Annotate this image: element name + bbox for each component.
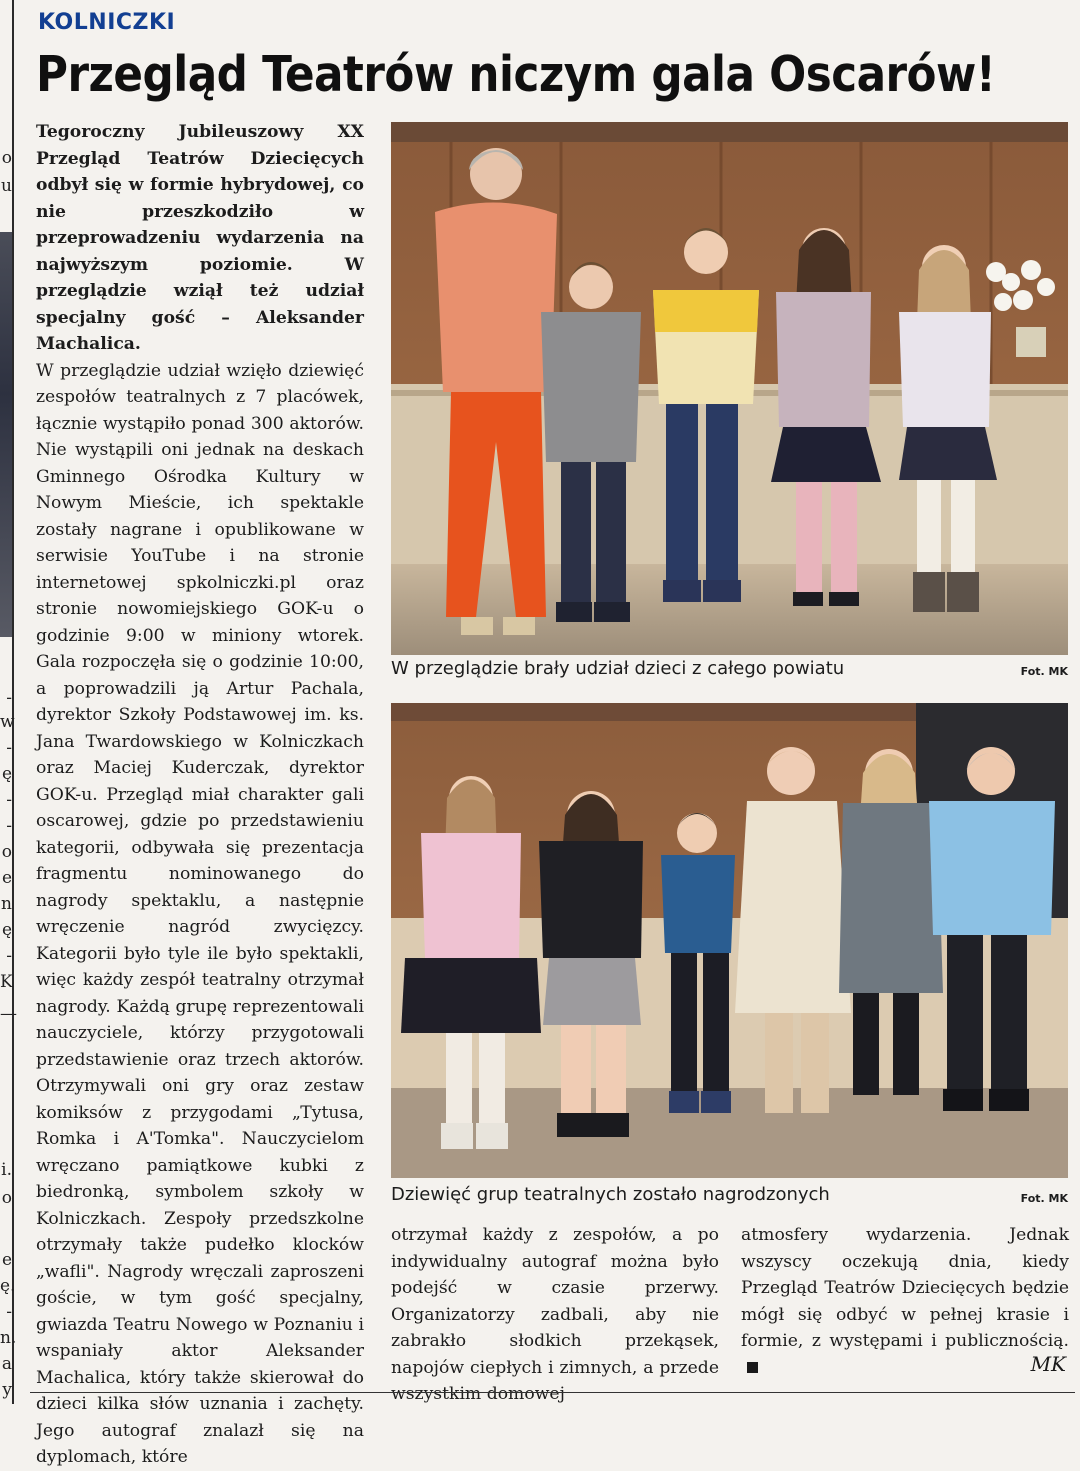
strip-fragment: w <box>0 712 15 732</box>
strip-fragment: ę. <box>0 1276 16 1296</box>
strip-fragment: e <box>1 868 12 888</box>
strip-fragment: o <box>1 148 12 168</box>
strip-fragment: n. <box>0 1328 17 1348</box>
section-label: KOLNICZKI <box>38 10 176 35</box>
photo-children-group <box>391 122 1068 655</box>
headline: Przegląd Teatrów niczym gala Oscarów! <box>36 46 996 103</box>
strip-fragment: ę <box>1 764 12 784</box>
strip-fragment: — <box>0 1004 17 1024</box>
adjacent-column-fragment <box>0 0 17 1404</box>
article-lead: Tegoroczny Jubileuszowy XX Przegląd Teatrów Dziecięcych odbył się w formie hybrydowej, co nie przeszkodziło w przeprowadzeniu wydarzenia na najwyższym poziomie. W przeglądzie wziął też udział specjalny gość – Aleksander Machalica. <box>36 122 364 354</box>
strip-fragment: - <box>6 816 12 836</box>
strip-fragment: i. <box>1 1160 12 1180</box>
strip-fragment: - <box>6 1302 12 1322</box>
article-body-part-3-wrapper <box>741 1222 1069 1381</box>
strip-fragment: o <box>1 1188 12 1208</box>
strip-fragment: K <box>0 972 13 992</box>
strip-fragment: a <box>1 1354 12 1374</box>
author-signature: MK <box>1030 1352 1066 1376</box>
article-column-right <box>741 1222 1069 1381</box>
photo-credit-1: Fot. MK <box>1020 665 1068 678</box>
strip-fragment: e <box>1 1250 12 1270</box>
end-of-article-mark <box>747 1362 758 1373</box>
strip-fragment: - <box>6 946 12 966</box>
adjacent-photo-fragment <box>0 232 12 637</box>
strip-fragment: y <box>2 1380 12 1400</box>
photo-caption-2: Dziewięć grup teatralnych zostało nagrodzonych <box>391 1184 830 1205</box>
article-body-part-1: W przeglądzie udział wzięło dziewięć zespołów teatralnych z 7 placówek, łącznie wystąpiło ponad 300 aktorów. Nie wystąpili oni jednak na deskach Gminnego Ośrodka Kultury w Nowym Mieście, ich spektakle zostały nagrane i opublikowane w serwisie YouTube i na stronie internetowej spkolniczki.pl oraz stronie nowomiejskiego GOK-u o godzinie 9:00 w miniony wtorek. Gala rozpoczęła się o godzinie 10:00, a poprowadzili ją Artur Pachala, dyrektor Szkoły Podstawowej im. ks. Jana Twardowskiego w Kolniczkach oraz Maciej Kuderczak, dyrektor GOK-u. Przegląd miał charakter gali oscarowej, gdzie po przedstawieniu kategorii, odbywała się prezentacja fragmentu nominowanego do nagrody spektaklu, a następnie wręczenie nagród zwycięzcy. Kategorii było tyle ile było spektakli, więc każdy zespół teatralny otrzymał nagrody. Każdą grupę reprezentowali nauczyciele, którzy przygotowali przedstawienie oraz trzech aktorów. Otrzymywali oni gry oraz zestaw komiksów z przygodami „Tytusa, Romka i A'Tomka". Nauczycielom wręczano pamiątkowe kubki z biedronką, symbolem szkoły w Kolniczkach. Zespoły przedszkolne otrzymały także pudełko klocków „wafli". Nagrody wręczali zaproszeni goście, w tym gość specjalny, gwiazda Teatru Nowego w Poznaniu i wspaniały aktor Aleksander Machalica, który także skierował do dzieci kilka słów uznania i zachęty. Jego autograf znalazł się na dyplomach, które <box>36 360 364 1467</box>
article-body-part-2: otrzymał każdy z zespołów, a po indywidualny autograf można było podejść w czasie przerwy. Organizatorzy zadbali, aby nie zabrakło słodkich przekąsek, napojów ciepłych i zimnych, a przede wszystkim domowej <box>391 1225 719 1404</box>
strip-fragment: u <box>1 176 12 196</box>
photo-caption-1: W przeglądzie brały udział dzieci z całego powiatu <box>391 658 845 679</box>
bottom-rule <box>30 1392 1075 1393</box>
strip-fragment: - <box>6 790 12 810</box>
strip-fragment: - <box>6 688 12 708</box>
photo-winners-group <box>391 703 1068 1178</box>
strip-fragment: o <box>1 842 12 862</box>
photo-winners-illustration <box>391 703 1068 1178</box>
strip-fragment: ę <box>1 920 12 940</box>
strip-fragment: n <box>1 894 12 914</box>
strip-fragment: - <box>6 738 12 758</box>
article-column-left <box>36 119 364 1471</box>
photo-credit-2: Fot. MK <box>1020 1192 1068 1205</box>
photo-children-illustration <box>391 122 1068 655</box>
article-column-middle <box>391 1222 719 1408</box>
article-body-part-3: atmosfery wydarzenia. Jednak wszyscy oczekują dnia, kiedy Przegląd Teatrów Dziecięcych będzie mógł się odbyć w pełnej krasie i formie, z występami i publicznością. <box>741 1225 1069 1351</box>
